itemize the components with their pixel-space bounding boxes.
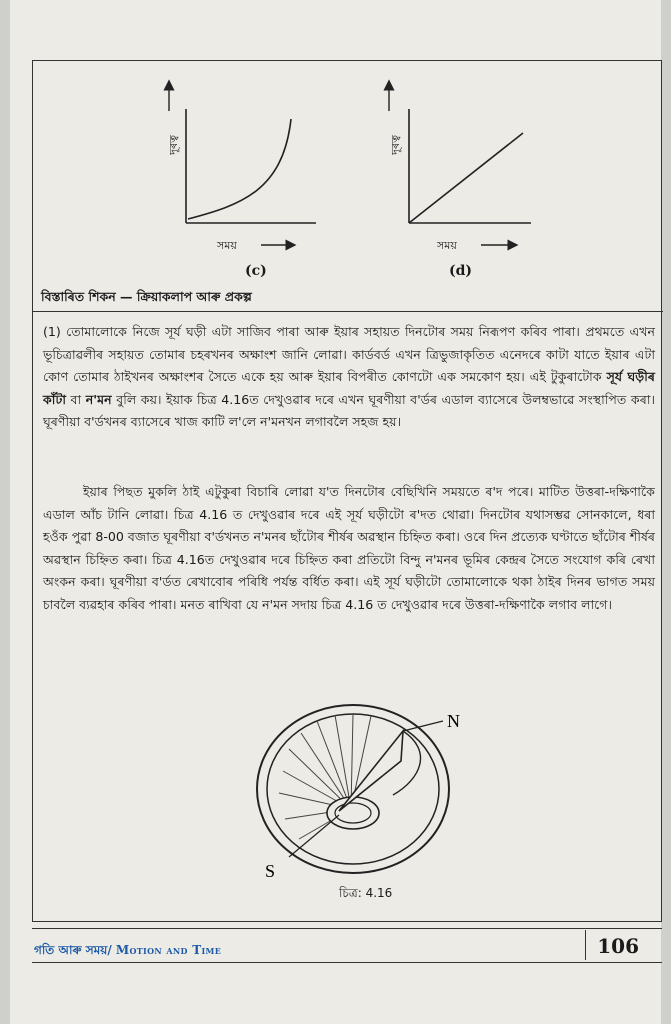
graph-d: [363, 73, 583, 279]
paragraph-1: [43, 321, 655, 434]
footer-bn: গতি আৰু সময়/: [34, 943, 116, 957]
page-number-divider: [585, 930, 586, 960]
graph-d-plot: [363, 73, 583, 273]
sundial-drawing: [243, 691, 483, 891]
graph-c-caption: (c): [245, 263, 267, 279]
book-page: [10, 0, 661, 1024]
graph-d-ylabel: দূৰত্ব: [389, 135, 402, 155]
footer-rule-bottom: [32, 962, 662, 963]
line-linear: [409, 133, 523, 223]
para1-text-a: (1) তোমালোকে নিজে সূৰ্য ঘড়ী এটা সাজিব পাৰা আৰু ইয়াৰ সহায়ত দিনটোৰ সময় নিৰূপণ কৰিব পাৰা। প্ৰথমতে এখন ভূচিত্ৰাৱলীৰ সহায়ত তোমাৰ চহৰখনৰ অক্ষাংশ জানি লোৱা। কাৰ্ডবৰ্ড এখন ত্ৰিভুজাকৃতিত এনেদৰে কাটা যাতে ইয়াৰ এটা কোণ তোমাৰ ঠাইখনৰ অক্ষাংশৰ সৈতে একে হয় আৰু ইয়াৰ বিপৰীত কোণটো এক সমকোণ হয়। এই টুকুৰাটোক: [43, 324, 655, 385]
north-label: N: [447, 711, 460, 731]
graph-c-ylabel: দূৰত্ব: [167, 135, 180, 155]
content-frame: [32, 60, 662, 922]
para1-bold-nomon: ন'মন: [85, 391, 112, 407]
section-title: বিস্তাৰিত শিকন — ক্ৰিয়াকলাপ আৰু প্ৰকল্প: [41, 289, 252, 304]
south-label: S: [265, 861, 276, 881]
page-number: 106: [597, 934, 639, 958]
para1-text-e: বুলি কয়। ইয়াক চিত্ৰ 4.16ত দেখুওৱাৰ দৰে এখন ঘূৰণীয়া ব'ৰ্ডৰ এডাল ব্যাসেৰে উলম্বভাৱে সংস্থাপিত কৰা। ঘূৰণীয়া ব'ৰ্ডখনৰ ব্যাসেৰে খাজ কাটি ল'লে ন'মনখন লগাবলৈ সহজ হয়।: [43, 391, 655, 430]
graphs-row: [33, 61, 663, 291]
para1-text-c: বা: [65, 391, 86, 407]
gnomon: [339, 731, 403, 811]
figure-caption: চিত্ৰ: 4.16: [339, 886, 393, 900]
footer-chapter-title: [34, 942, 221, 962]
para1-bold-gnomon-name: সূৰ্য ঘড়ীৰ কাঁটা: [43, 369, 655, 407]
graph-c-xlabel: সময়: [217, 239, 237, 252]
footer-en: Motion and Time: [115, 943, 222, 957]
paragraph-2: ইয়াৰ পিছত মুকলি ঠাই এটুকুৰা বিচাৰি লোৱা য'ত দিনটোৰ বেছিখিনি সময়তে ৰ'দ পৰে। মাটিত উত্তৰা-দক্ষিণাকৈ এডাল আঁচ টানি লোৱা। চিত্ৰ 4.16 ত দেখুওৱাৰ দৰে এই সূৰ্য ঘড়ীটো ৰ'দত থোৱা। দিনটোৰ যথাসম্ভৱ সোনকালে, ধৰা হওঁক পুৱা 8-00 বজাত ঘূৰণীয়া ব'ৰ্ডখনত ন'মনৰ ছাঁটোৰ শীৰ্ষৰ অৱস্থান চিহ্নিত কৰা। ওৰে দিন প্ৰত্যেক ঘণ্টাতে ছাঁটোৰ শীৰ্ষৰ অৱস্থান চিহ্নিত কৰা। চিত্ৰ 4.16ত দেখুওৱাৰ দৰে চিহ্নিত কৰা প্ৰতিটো বিন্দু ন'মনৰ ভূমিৰ কেন্দ্ৰৰ সৈতে সংযোগ কৰি ৰেখা অংকন কৰা। ঘূৰণীয়া ব'ৰ্ডত ৰেখাবোৰ পৰিধি পৰ্যন্ত বৰ্ধিত কৰা। এই সূৰ্য ঘড়ীটো তোমালোকে থকা ঠাইৰ দিনৰ ভাগত সময় চাবলৈ ব্যৱহাৰ কৰিব পাৰা। মনত ৰাখিবা যে ন'মন সদায় চিত্ৰ 4.16 ত দেখুওৱাৰ দৰে উত্তৰা-দক্ষিণাকৈ লগাব লাগে।: [43, 484, 655, 612]
south-pointer: [289, 815, 339, 857]
graph-c-plot: [151, 73, 371, 273]
north-pointer: [403, 721, 443, 731]
curve-exponential: [188, 119, 291, 219]
sundial-figure: [243, 691, 483, 891]
footer-rule-top: [32, 928, 662, 929]
graph-d-caption: (d): [449, 263, 473, 279]
section-rule: [33, 311, 663, 312]
graph-c: [151, 73, 371, 279]
graph-d-xlabel: সময়: [437, 239, 457, 252]
